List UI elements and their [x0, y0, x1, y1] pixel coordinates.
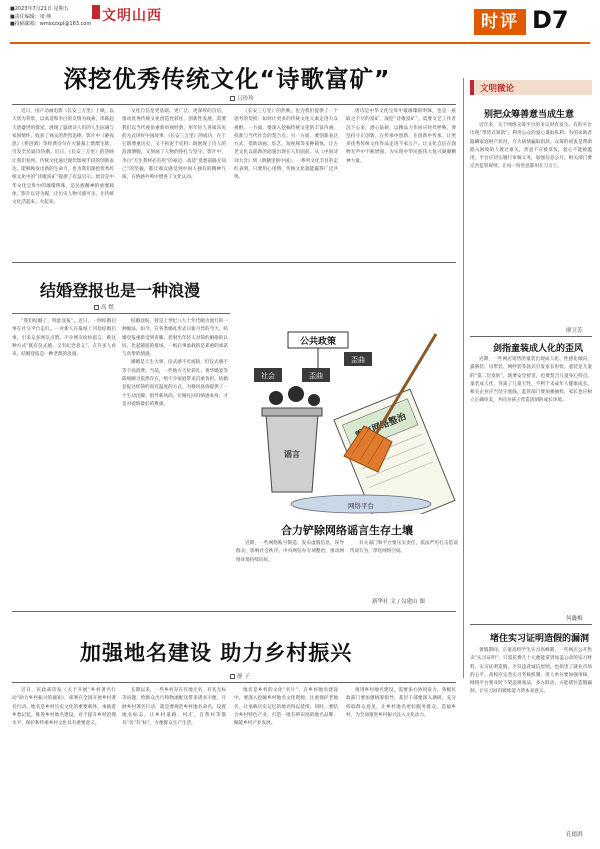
main-title-rule — [12, 104, 456, 105]
masthead — [0, 0, 600, 44]
section-tag: 时评 — [474, 9, 526, 35]
sidebar-article-1-title: 别把众筹善意当成生意 — [484, 110, 575, 120]
middle-article-col-2: 结婚登报，曾是上世纪八九十年代颇为流行的一种做法。如今，在各类婚礼形式日新月异的今天，结婚登报重新受到青睐，折射出年轻人对简约婚俗的认同。比起铺张的排场，一纸启事承载的是郑重的承诺与真挚的情感。 婚姻是人生大事，仪式感不可或缺，但仪式感不等于高消费。当前，一些地方天价彩礼、奢华婚宴等陈规陋习依然存在，给不少家庭带来沉重负担。结婚登报这样简约而有温度的方式，为移风易俗提供了一个生动注脚。倡导新风尚，让婚礼回归情感本身，才是对爱情最好的尊重。 — [122, 319, 228, 407]
cartoon-sign-left: 社会 — [261, 372, 275, 380]
sidebar-rule-2 — [470, 624, 592, 625]
issue-date: ■2023年7月21日 星期五 — [10, 6, 69, 12]
cartoon-credit: 新华社 文 / 勾建山 图 — [372, 599, 425, 605]
middle-article-col-1: “我们结婚了，特此登报”。近日，一则结婚启事在社交平台走红。一对新人在报纸上刊登结婚启事，引来众多网友点赞。不少网友纷纷留言，称这种方式“既有仪式感，又有纪念意义”。在许多人看来，结婚登报是一种老派的浪漫。 — [12, 319, 116, 358]
sidebar-article-3-author: 孔德淇 — [566, 832, 583, 838]
masthead-rule — [10, 42, 590, 44]
byline-marker-icon — [230, 96, 235, 101]
sidebar-rule-1 — [470, 336, 592, 337]
sidebar-article-2-title: 剑指童装成人化的歪风 — [493, 344, 584, 354]
bottom-article-title: 加强地名建设 助力乡村振兴 — [80, 641, 353, 665]
sidebar-article-2-author: 何鑫梅 — [566, 616, 583, 622]
main-article-col-1: 近日，国产动画电影《长安三万里》上映，以大唐为背景，以高适和李白的友情为线索，串联起大唐盛世的群星，展现了盛唐诗人们的人生际遇与家国情怀，收获了观众的热烈追捧。影片中《静夜思》《将进酒》等经典诗句在大银幕上熠熠生辉，引发全民诵诗热潮。近日，《长安三万里》的热映让我们看到，传统文化通过现代影视手段的创新表达，能够焕发出新的生命力，也为我们深挖优秀传统文化中的“诗歌富矿”提供了有益启示。唐诗是中华文化宝库中的璀璨明珠，是民族精神的重要载体，影片以诗为媒，让历史人物可感可亲，让传统文化活起来、火起来。 — [12, 109, 114, 206]
cartoon-caption: 合力铲除网络谣言生存土壤 — [281, 524, 413, 537]
sidebar-tag: 文明微论 — [470, 80, 592, 95]
logo-seal-icon — [92, 5, 100, 19]
sidebar-article-1-author: 廖卫芳 — [566, 328, 583, 334]
middle-top-rule — [12, 262, 456, 263]
cartoon-can-label: 谣言 — [284, 450, 300, 459]
page-number: D7 — [532, 6, 569, 34]
cartoon-svg — [236, 322, 458, 514]
byline-marker-icon — [230, 674, 235, 679]
issue-editor: ■责任编辑：靖 峥 — [10, 13, 52, 20]
bottom-article-col-2: 长期以来，一些乡村存在有地无名、有名无标等问题，给群众出行和物流配送带来诸多不便。开展乡村著名行动，就是要规范乡村地名命名，设置地名标志，让乡村道路、村庄、自然村等都有“名”有“标”，方便群众生产生活。 — [122, 688, 226, 727]
sidebar-article-2-text: 近期，一些网店销售的童装出现成人化、性感化倾向，露脐装、吊带装、网纱装等款式引发家长担忧。童装是儿童的“第二层皮肤”，既要安全舒适，也要契合儿童身心特点。童装成人化，背离了儿童天性，不利于未成年人健康成长。相关企业应当坚守底线，监管部门要加强抽检，家长也应树立正确审美，共同为孩子营造清朗的成长环境。 — [470, 357, 592, 404]
main-article-col-4: 唐诗是中华文化宝库中最璀璨的明珠，也是一座取之不尽的富矿。深挖“诗歌富矿”，需要文艺工作者沉下心来，潜心钻研，以精品力作回应时代呼唤。要坚持守正创新，在传承中创新，在创新中传承，让更多优秀传统文化作品走进千家万户，让文化自信在润物无声中不断增强，为实现中华民族伟大复兴凝聚精神力量。 — [346, 109, 456, 164]
main-article-col-3: 《长安三万里》的热映，也为我们提供了一个思考的契机：如何让更多的传统文化元素走进大众视野。一方面，要深入挖掘传统文化的丰富内涵，找准与当代社会的契合点；另一方面，要创新表达方式，借助动画、综艺、短视频等多种载体，让古老文化以崭新的面貌出现在人们面前。从《中国诗词大会》到《典籍里的中国》，一系列文化节目的走红表明，只要用心用情，传统文化就能赢得广泛共鸣。 — [234, 109, 338, 181]
main-article-byline: 吕珍珍 — [230, 94, 254, 102]
sidebar-article-3-text: 暑假期间，正值高校学生实习高峰期，一些网店公开售卖“实习证明”，只需花费几十元便能拿到加盖公章的实习材料。实习证明造假，不仅违背诚信原则，也损害了就业市场的公平。高校应完善实习考核机制，用人单位要加强审核，网络平台要及时下架违规商品，多方联动，方能堵住造假漏洞，让实习回归锻炼能力的本来意义。 — [470, 648, 592, 695]
sidebar-article-1-text: 近年来，关于网络众筹平台的争议时有发生。有的平台出现“带货式筹款”，利用公众的爱心谋取私利；有的求助者隐瞒家庭财产状况，夸大病情骗取捐款。众筹的初衷是帮助陷入困境的人渡过难关，善意不应被辜负，爱心不能被滥用。平台应切实履行审核义务，加强信息公开，相关部门要完善监管规则，让每一份善意都用在刀刃上。 — [470, 123, 592, 170]
cartoon-illustration — [236, 322, 458, 514]
issue-meta — [10, 6, 91, 29]
bottom-article-col-3: 地名是乡村的文化“名片”。在乡村地名建设中，要深入挖掘乡村地名文化资源，注重保护老地名，让承载历史记忆的地名得以延续。同时，要结合乡村特色产业，打造一批有辨识度的地名品牌，赋能乡村产业发展。 — [234, 688, 338, 727]
bottom-title-rule — [12, 682, 456, 683]
issue-email: ■投稿邮箱：wmsxzxpl@163.com — [10, 21, 92, 27]
cartoon-sign-mid: 歪曲 — [309, 372, 323, 380]
newspaper-logo: 文明山西 — [92, 5, 162, 25]
bottom-article-byline: 静 子 — [230, 672, 250, 680]
main-article-col-2: 文化自信是更基础、更广泛、更深厚的自信。推动优秀传统文化创造性转化、创新性发展，需要我们以当代视角重新审视经典，用年轻人喜闻乐见的方式讲好中国故事。《长安三万里》的成功，在于它既尊重历史，又不拘泥于史料；既展现了诗人的浪漫洒脱，又刻画了人物的挣扎与坚守。影片中，李白“天生我材必有用”的豪迈，高适“莫愁前路无知己”的坚毅，都让观众感受到中国人独有的精神气质，在情感共鸣中增进了文化认同。 — [122, 109, 226, 181]
middle-article-title: 结婚登报也是一种浪漫 — [40, 281, 201, 300]
cartoon-sign-right: 歪曲 — [351, 356, 365, 364]
cartoon-text-left: 近期，一些网络账号制造、发布虚假信息，误导群众，影响社会秩序。中央网信办专项整治，推动网络环境持续向好。 — [236, 541, 344, 563]
bottom-article-col-1: 近日，民政部印发《关于开展“乡村著名行动”助力乡村振兴的通知》，部署在全国开展乡村著名行动。地名是乡村历史文化的重要载体，承载着乡愁记忆。推进乡村地名建设，对于提升乡村治理水平、保护和传承乡村文化具有重要意义。 — [12, 688, 116, 727]
middle-article-byline: 高 燃 — [94, 303, 114, 311]
sidebar-divider — [463, 78, 464, 678]
middle-title-rule — [12, 313, 230, 314]
main-article-title: 深挖优秀传统文化“诗歌富矿” — [63, 65, 391, 93]
cartoon-sign-top: 公共政策 — [299, 337, 337, 347]
bottom-top-rule — [12, 611, 456, 612]
cartoon-text-right: 有关部门和平台要压实责任，依法严厉打击造谣传谣行为，净化网络空间。 — [350, 541, 458, 555]
cartoon-platform-label: 网络平台 — [348, 502, 374, 510]
bottom-article-col-4: 推进乡村地名建设，需要多方协同发力。各级民政部门要加强统筹指导，基层干部要深入调研，充分听取群众意见，让乡村地名更好服务群众、造福乡村，为全面推进乡村振兴注入文化动力。 — [346, 688, 456, 718]
byline-marker-icon — [94, 305, 99, 310]
sidebar-article-3-title: 堵住实习证明造假的漏洞 — [490, 634, 590, 644]
